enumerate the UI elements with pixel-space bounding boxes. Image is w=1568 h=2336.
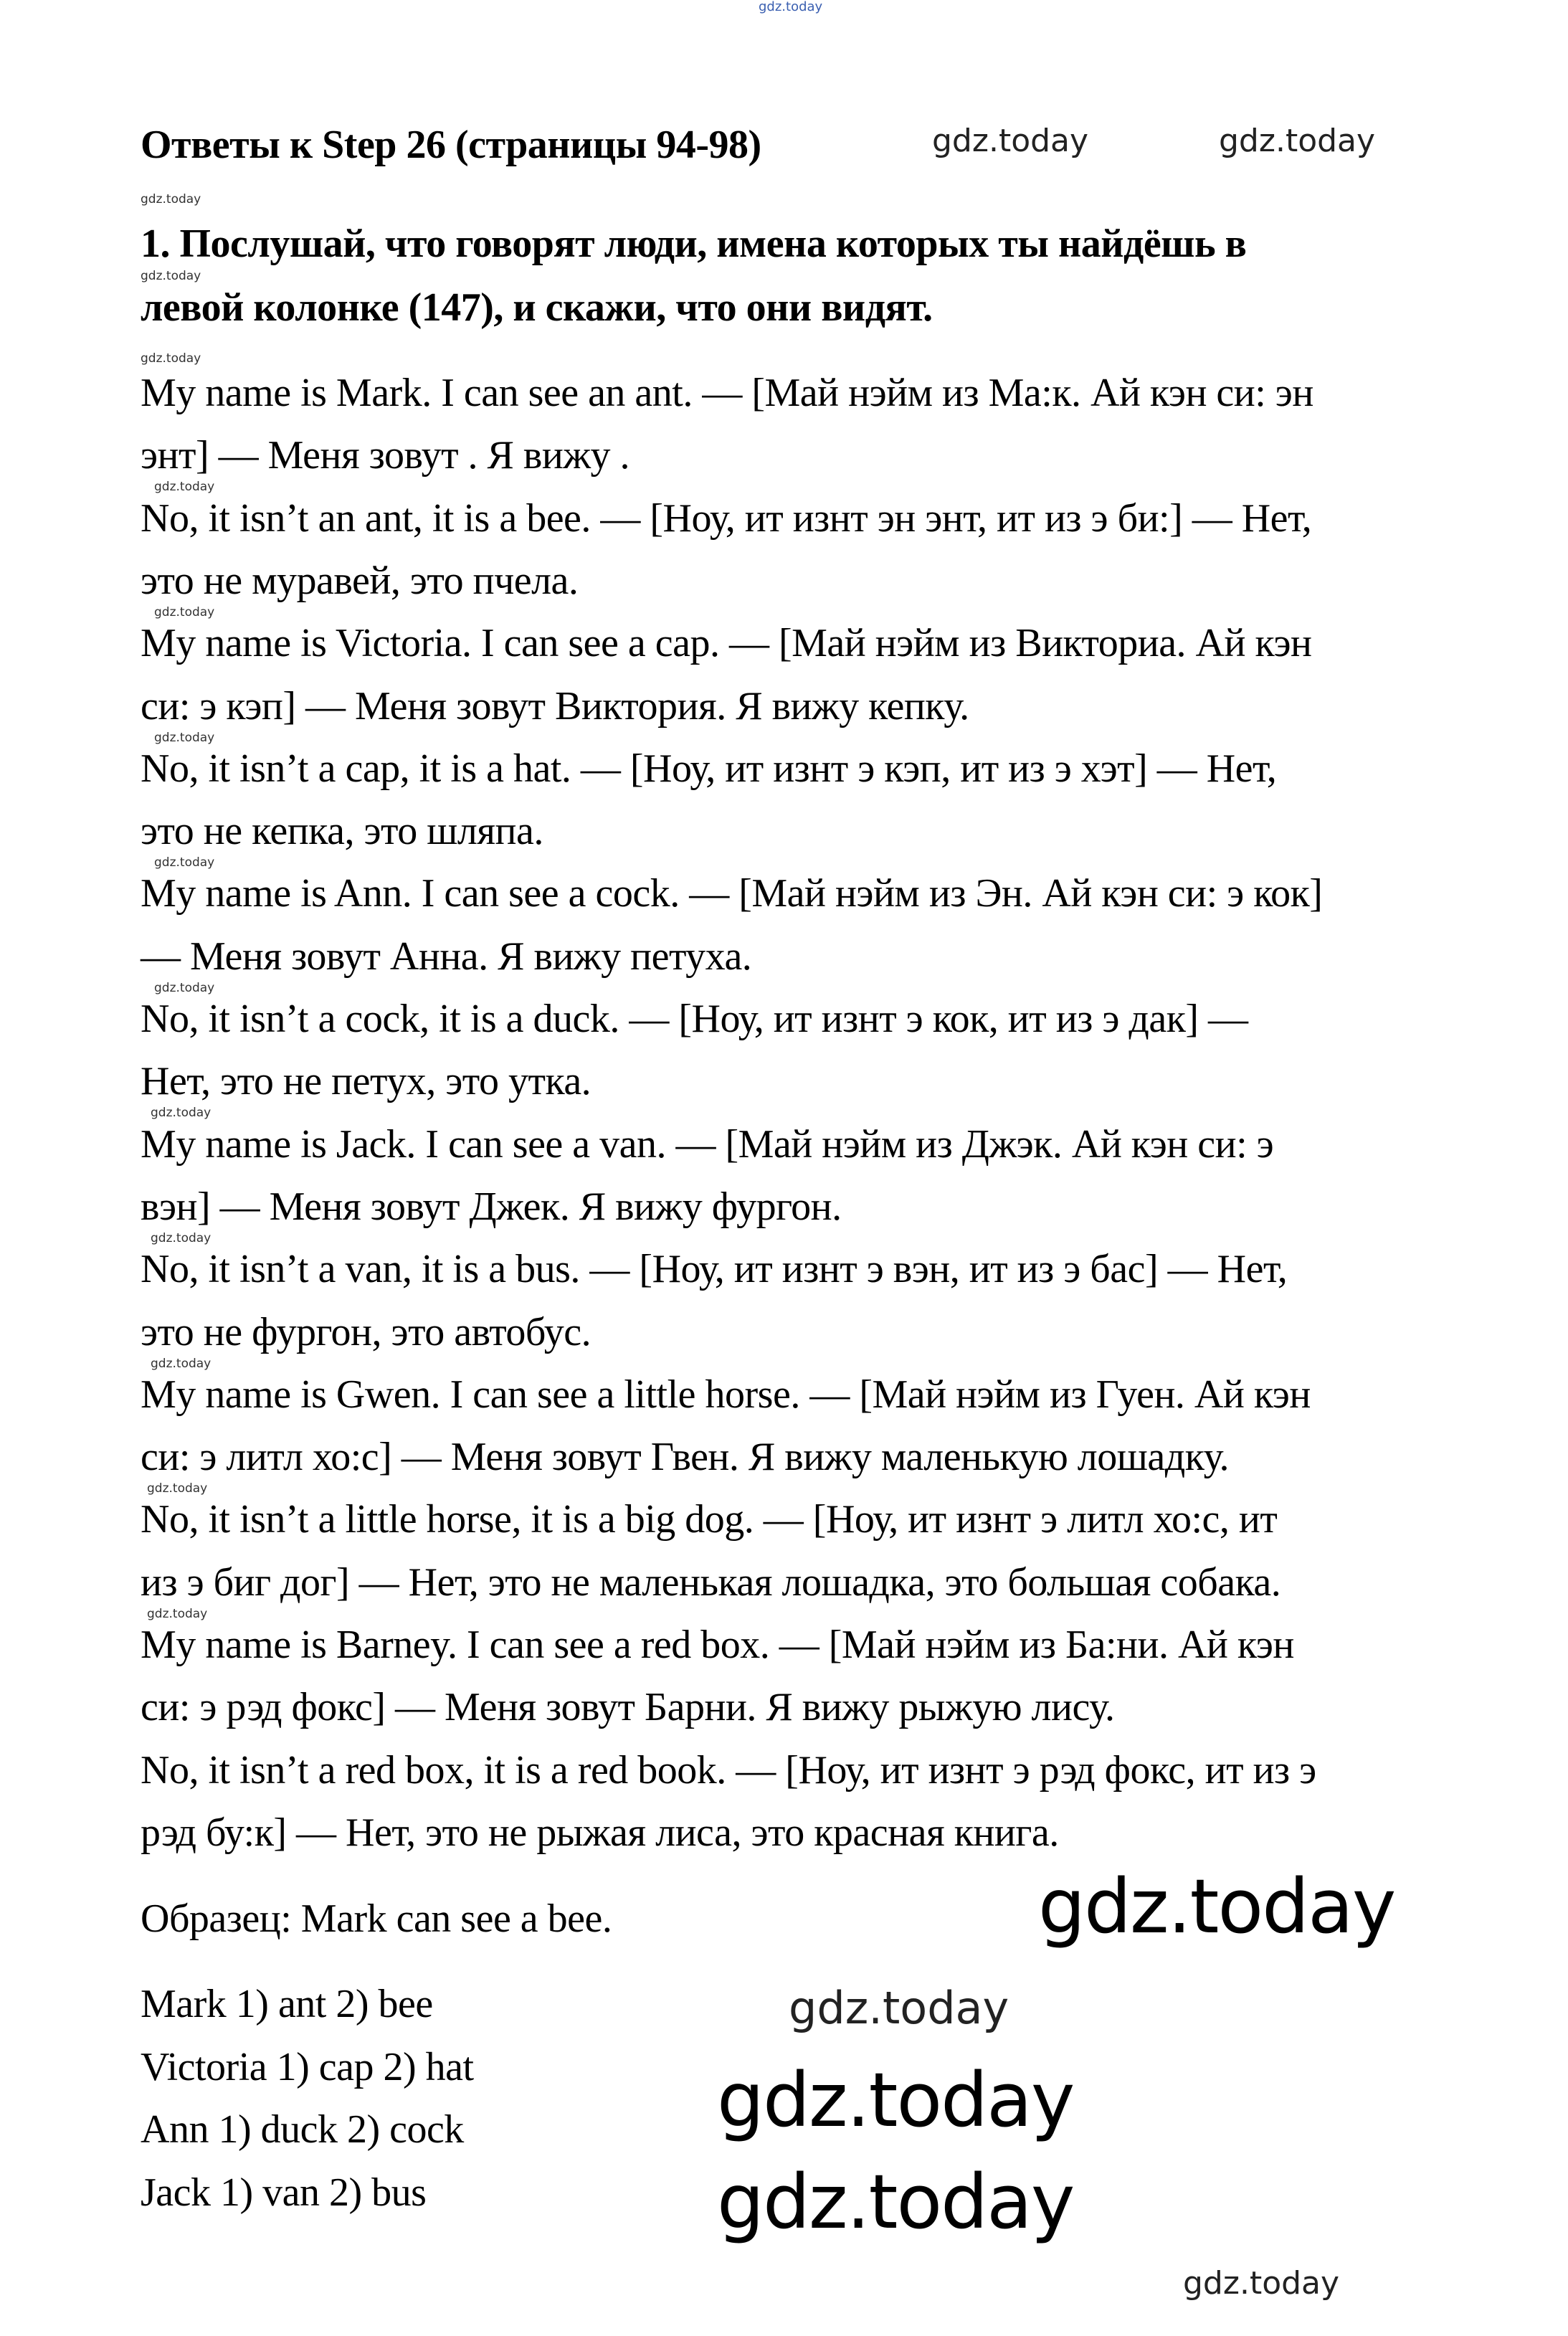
watermark: gdz.today: [932, 123, 1089, 159]
dialogue-line: My name is Barney. I can see a red box. — [Май нэйм из Ба:ни. Ай кэн: [141, 1623, 1294, 1667]
dialogue-line: No, it isn’t an ant, it is a bee. — [Ноу, ит изнт эн энт, ит из э би:] — Нет,: [141, 495, 1312, 541]
dialogue-line: My name is Mark. I can see an ant. — [Май нэйм из Ма:к. Ай кэн си: эн: [141, 371, 1313, 415]
watermark: gdz.today: [147, 1481, 208, 1496]
dialogue-line: No, it isn’t a cap, it is a hat. — [Ноу, ит изнт э кэп, ит из э хэт] — Нет,: [141, 746, 1277, 791]
watermark: gdz.today: [789, 1982, 1009, 2034]
watermark: gdz.today: [154, 605, 215, 619]
dialogue-line: рэд бу:к] — Нет, это не рыжая лиса, это красная книга.: [141, 1810, 1059, 1855]
answer-line: Victoria 1) cap 2) hat: [141, 2045, 474, 2089]
watermark: gdz.today: [759, 0, 823, 14]
dialogue-line: си: э рэд фокс] — Меня зовут Барни. Я вижу рыжую лису.: [141, 1685, 1115, 1730]
watermark: gdz.today: [154, 855, 215, 870]
watermark: gdz.today: [1038, 1863, 1395, 1950]
watermark: gdz.today: [151, 1106, 212, 1120]
watermark: gdz.today: [154, 480, 215, 494]
watermark: gdz.today: [1219, 123, 1376, 159]
dialogue-line: My name is Victoria. I can see a cap. — [Май нэйм из Викториа. Ай кэн: [141, 621, 1312, 666]
dialogue-line: си: э кэп] — Меня зовут Виктория. Я вижу кепку.: [141, 683, 969, 728]
dialogue-line: энт] — Меня зовут . Я вижу .: [141, 433, 630, 478]
watermark: gdz.today: [141, 351, 201, 366]
dialogue-line: My name is Ann. I can see a cock. — [Май нэйм из Эн. Ай кэн си: э кок]: [141, 871, 1323, 916]
page-title: Ответы к Step 26 (страницы 94-98): [141, 123, 761, 167]
dialogue-line: No, it isn’t a little horse, it is a big dog. — [Ноу, ит изнт э литл хо:с, ит: [141, 1497, 1278, 1542]
watermark: gdz.today: [147, 1607, 208, 1621]
dialogue-line: это не фургон, это автобус.: [141, 1309, 591, 1354]
watermark: gdz.today: [141, 269, 201, 283]
dialogue-line: My name is Jack. I can see a van. — [Май нэйм из Джэк. Ай кэн си: э: [141, 1121, 1274, 1167]
dialogue-line: No, it isn’t a red box, it is a red book. — [Ноу, ит изнт э рэд фокс, ит из э: [141, 1747, 1316, 1793]
sample-line: Образец: Mark can see a bee.: [141, 1896, 612, 1941]
watermark: gdz.today: [154, 731, 215, 745]
watermark: gdz.today: [154, 981, 215, 995]
answer-line: Ann 1) duck 2) cock: [141, 2107, 464, 2152]
dialogue-line: Нет, это не петух, это утка.: [141, 1059, 591, 1104]
watermark: gdz.today: [717, 2056, 1074, 2144]
dialogue-line: это не муравей, это пчела.: [141, 558, 579, 603]
answer-line: Jack 1) van 2) bus: [141, 2170, 427, 2215]
dialogue-line: вэн] — Меня зовут Джек. Я вижу фургон.: [141, 1184, 842, 1229]
task-heading-line-1: 1. Послушай, что говорят люди, имена которых ты найдёшь в: [141, 222, 1247, 266]
watermark: gdz.today: [141, 192, 201, 206]
dialogue-line: си: э литл хо:с] — Меня зовут Гвен. Я вижу маленькую лошадку.: [141, 1435, 1230, 1480]
dialogue-line: No, it isn’t a cock, it is a duck. — [Ноу, ит изнт э кок, ит из э дак] —: [141, 997, 1248, 1041]
dialogue-line: из э биг дог] — Нет, это не маленькая лошадка, это большая собака.: [141, 1559, 1281, 1605]
watermark: gdz.today: [1183, 2265, 1340, 2302]
dialogue-line: — Меня зовут Анна. Я вижу петуха.: [141, 934, 752, 979]
watermark: gdz.today: [151, 1231, 212, 1245]
dialogue-line: это не кепка, это шляпа.: [141, 809, 543, 854]
dialogue-line: No, it isn’t a van, it is a bus. — [Ноу, ит изнт э вэн, ит из э бас] — Нет,: [141, 1247, 1288, 1292]
answer-line: Mark 1) ant 2) bee: [141, 1982, 433, 2026]
watermark: gdz.today: [151, 1357, 212, 1371]
watermark: gdz.today: [717, 2158, 1074, 2246]
dialogue-line: My name is Gwen. I can see a little horse. — [Май нэйм из Гуен. Ай кэн: [141, 1372, 1311, 1417]
task-heading-line-2: левой колонке (147), и скажи, что они видят.: [141, 285, 933, 330]
